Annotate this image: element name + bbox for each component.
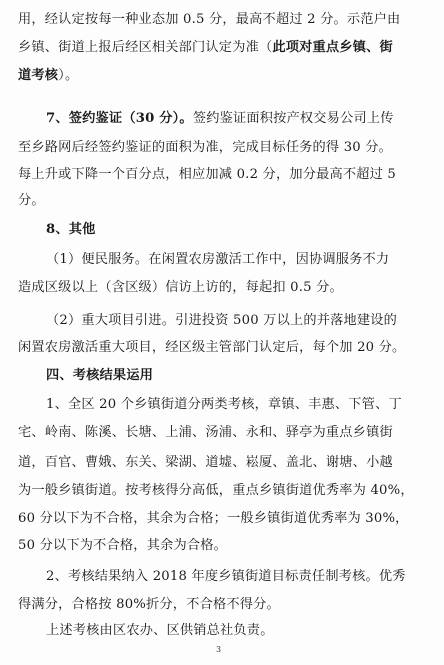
paragraph-line: 50 分以下为不合格，其余为合格。 [18,538,227,553]
paragraph-line: 道，百官、曹娥、东关、梁湖、道墟、崧厦、盖北、谢塘、小越 [18,455,393,470]
paragraph-line: 造成区级以上（含区级）信访上访的，每起扣 0.5 分。 [18,280,343,295]
section-7-heading: 7、签约鉴证（30 分）。 [46,111,193,126]
section-8-heading: 8、其他 [46,222,96,237]
paragraph-line: 得满分，合格按 80%折分，不合格不得分。 [18,597,280,612]
paragraph-line: 为一般乡镇街道。按考核得分高低，重点乡镇街道优秀率为 40%， [18,483,414,498]
emphasis-text: 道考核 [18,68,59,83]
paragraph-line: 闲置农房激活重大项目，经区级主管部门认定后，每个加 20 分。 [18,340,406,355]
paragraph-text: 签约鉴证面积按产权交易公司上传 [192,111,394,126]
paragraph-line-3 [18,68,78,84]
section-4-heading: 四、考核结果运用 [46,368,154,383]
paragraph-line: 每上升或下降一个百分点，相应加减 0.2 分，加分最高不超过 5 [18,167,397,182]
paragraph-line: （2）重大项目引进。引进投资 500 万以上的并落地建设的 [46,313,398,328]
paragraph-text: ）。 [58,68,79,83]
paragraph-line: 2、考核结果纳入 2018 年度乡镇街道目标责任制考核。优秀 [46,569,406,584]
page-number: 3 [216,645,222,654]
paragraph-line: （1）便民服务。在闲置农房激活工作中，因协调服务不力 [46,252,390,267]
paragraph-line: 上述考核由区农办、区供销总社负责。 [46,623,274,638]
paragraph-line-1: 用，经认定按每一种业态加 0.5 分，最高不超过 2 分。示范户由 [18,12,401,27]
paragraph-line: 分。 [18,193,45,208]
paragraph-text: 乡镇、街道上报后经区相关部门认定为准（ [18,40,273,55]
paragraph-line-2 [18,40,393,56]
paragraph-line: 宅、岭南、陈溪、长塘、上浦、汤浦、永和、驿亭为重点乡镇街 [18,425,393,440]
paragraph-line: 至乡路网后经签约鉴证的面积为准，完成目标任务的得 30 分。 [18,140,393,155]
section-7-line-1 [46,111,394,127]
emphasis-text: 此项对重点乡镇、街 [272,40,393,55]
paragraph-line: 1、全区 20 个乡镇街道分两类考核，章镇、丰惠、下管、丁 [46,397,402,412]
paragraph-line: 60 分以下为不合格，其余为合格；一般乡镇街道优秀率为 30%， [18,511,409,526]
